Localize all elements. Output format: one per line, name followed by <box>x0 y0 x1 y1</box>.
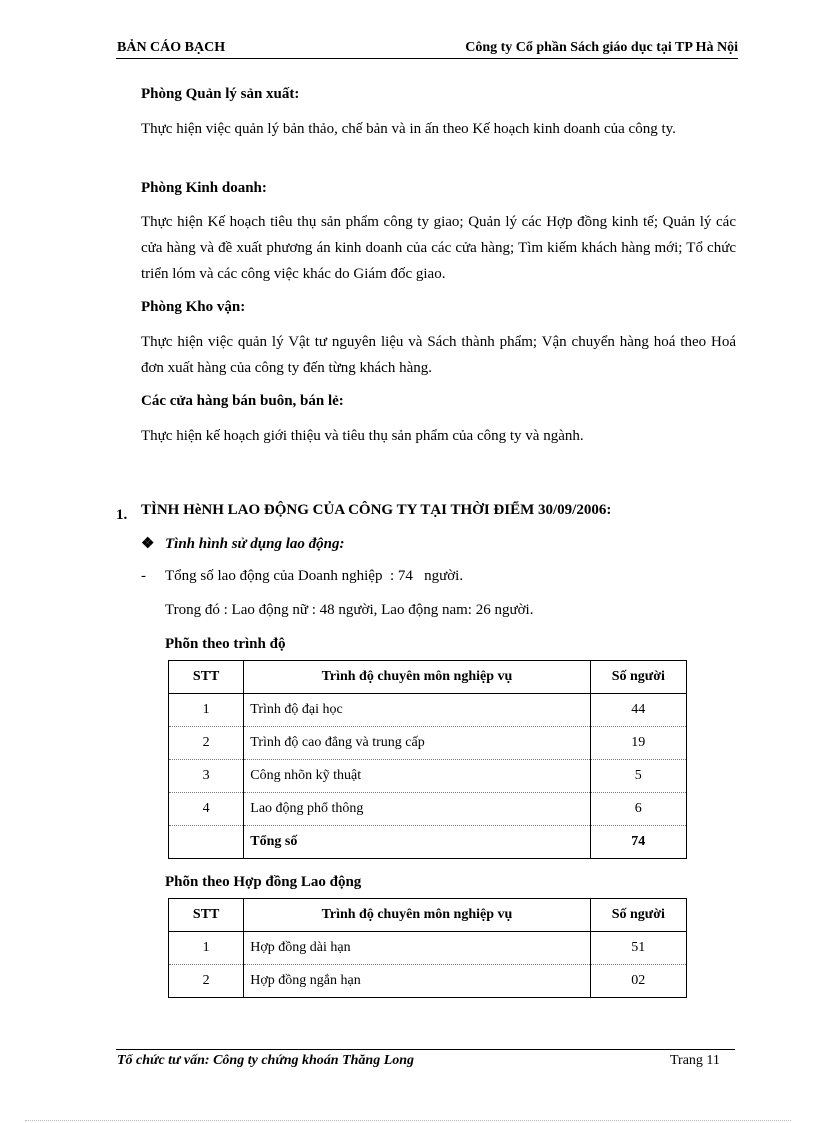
heading-warehouse-dept: Phòng Kho vận: <box>141 299 246 315</box>
footer-divider <box>116 1049 735 1050</box>
cell-stt: 4 <box>169 793 244 826</box>
cell-count: 6 <box>590 793 686 826</box>
table-by-contract <box>168 898 687 998</box>
table-by-contract-caption: Phõn theo Hợp đồng Lao động <box>165 874 362 890</box>
table-row <box>169 965 687 998</box>
text-warehouse-dept: Thực hiện việc quản lý Vật tư nguyên liệu và Sách thành phẩm; Vận chuyển hàng hoá theo Hoá đơn xuất hàng của công ty đến từng khách hàng. <box>141 334 736 376</box>
cell-stt: 1 <box>169 932 244 965</box>
table-row <box>169 727 687 760</box>
cell-count: 19 <box>590 727 686 760</box>
footer-advisor: Tổ chức tư vấn: Công ty chứng khoán Thăng Long <box>117 1053 415 1068</box>
cell-stt: 3 <box>169 760 244 793</box>
header-company: Công ty Cổ phần Sách giáo dục tại TP Hà Nội <box>465 40 738 55</box>
cell-stt <box>169 826 244 859</box>
diamond-bullet-icon: ❖ <box>141 536 155 552</box>
cell-count: 02 <box>590 965 686 998</box>
text-production-dept: Thực hiện việc quản lý bản thảo, chế bản và in ấn theo Kế hoạch kinh doanh của công ty. <box>141 121 676 137</box>
cell-stt: 1 <box>169 694 244 727</box>
table-by-education <box>168 660 687 859</box>
cell-stt: 2 <box>169 727 244 760</box>
total-labor-line: Tổng số lao động của Doanh nghiệp : 74 người. <box>165 568 464 584</box>
cell-qualification: Lao động phổ thông <box>244 793 590 826</box>
cell-count: 44 <box>590 694 686 727</box>
header-divider <box>116 58 738 59</box>
table-header-row <box>169 899 687 932</box>
dash-marker: - <box>141 568 146 584</box>
page-number: Trang 11 <box>670 1053 720 1068</box>
text-stores: Thực hiện kế hoạch giới thiệu và tiêu thụ sản phẩm của công ty và ngành. <box>141 428 584 444</box>
cell-contract-type: Hợp đồng dài hạn <box>244 932 590 965</box>
heading-business-dept: Phòng Kinh doanh: <box>141 180 267 196</box>
cell-qualification: Trình độ cao đẳng và trung cấp <box>244 727 590 760</box>
cell-total-count: 74 <box>590 826 686 859</box>
cell-contract-type: Hợp đồng ngắn hạn <box>244 965 590 998</box>
heading-production-dept: Phòng Quản lý sản xuất: <box>141 86 300 102</box>
cell-stt: 2 <box>169 965 244 998</box>
header-count: Số người <box>590 899 686 932</box>
cell-count: 51 <box>590 932 686 965</box>
section-number: 1. <box>116 507 128 523</box>
cell-total-label: Tổng số <box>244 826 590 859</box>
cell-qualification: Công nhõn kỹ thuật <box>244 760 590 793</box>
gender-breakdown-line: Trong đó : Lao động nữ : 48 người, Lao động nam: 26 người. <box>165 602 534 618</box>
table-total-row <box>169 826 687 859</box>
page-bottom-edge <box>25 1120 791 1121</box>
table-row <box>169 793 687 826</box>
cell-qualification: Trình độ đại học <box>244 694 590 727</box>
header-qualification: Trình độ chuyên môn nghiệp vụ <box>244 899 590 932</box>
heading-stores: Các cửa hàng bán buôn, bán lẻ: <box>141 393 344 409</box>
text-business-dept: Thực hiện Kế hoạch tiêu thụ sản phẩm công ty giao; Quản lý các Hợp đồng kinh tế; Quản lý các cửa hàng và đề xuất phương án kinh doanh của các cửa hàng; Tìm kiếm khách hàng mới; Tổ chức triển lóm và các công việc khác do Giám đốc giao. <box>141 214 736 282</box>
header-stt: STT <box>169 661 244 694</box>
table-row <box>169 760 687 793</box>
bullet-heading-text: Tình hình sử dụng lao động: <box>165 536 345 552</box>
bullet-heading <box>141 534 344 553</box>
header-stt: STT <box>169 899 244 932</box>
header-title: BẢN CÁO BẠCH <box>117 40 226 55</box>
section-title: TÌNH HèNH LAO ĐỘNG CỦA CÔNG TY TẠI THỜI ĐIỂM 30/09/2006: <box>141 502 612 518</box>
cell-count: 5 <box>590 760 686 793</box>
header-count: Số người <box>590 661 686 694</box>
table-header-row <box>169 661 687 694</box>
table-by-education-caption: Phõn theo trình độ <box>165 636 286 652</box>
table-row <box>169 932 687 965</box>
header-qualification: Trình độ chuyên môn nghiệp vụ <box>244 661 590 694</box>
table-row <box>169 694 687 727</box>
